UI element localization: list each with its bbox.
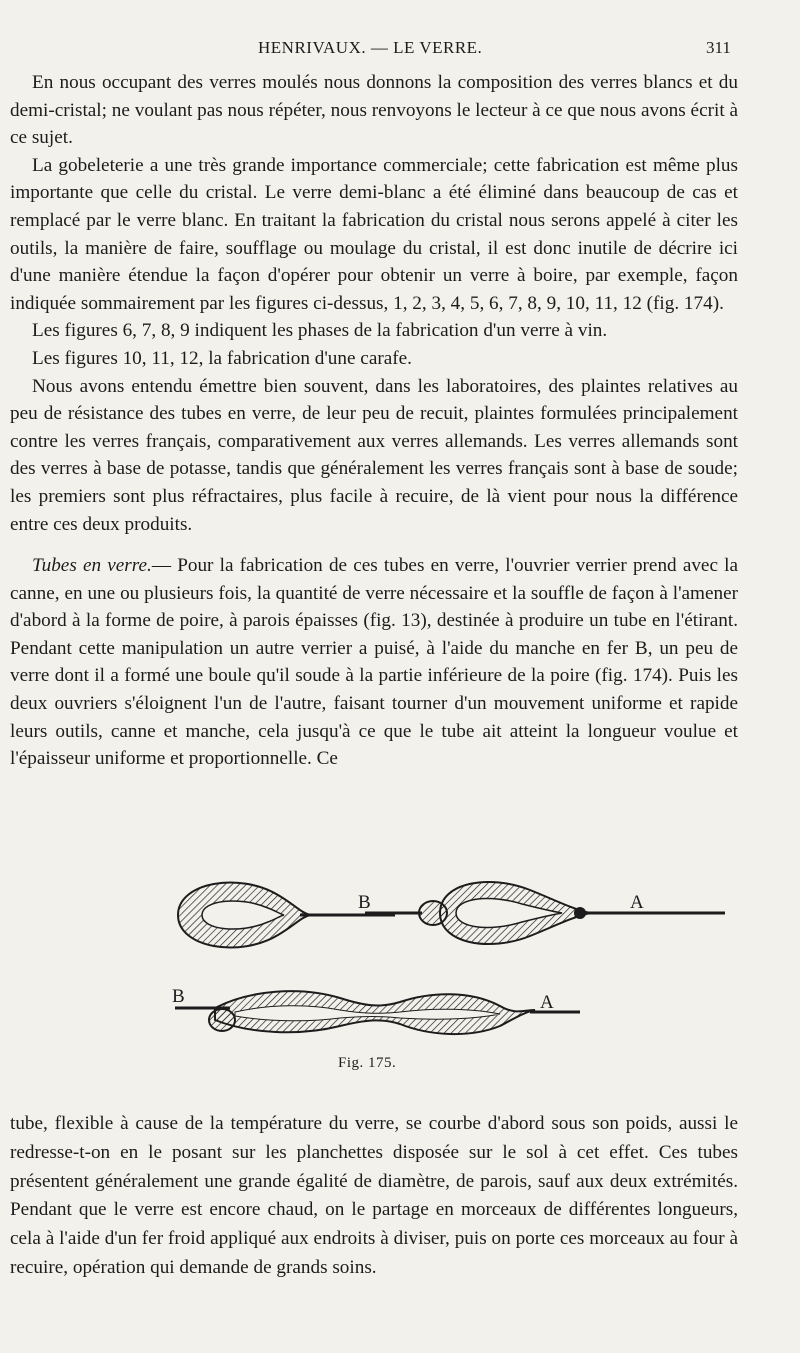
body-text-top: [10, 69, 738, 773]
figure-175: [150, 860, 750, 1085]
running-title: HENRIVAUX. — LE VERRE.: [258, 38, 483, 57]
drawn-tube: [175, 991, 580, 1034]
paragraph-tubes-en-verre: [10, 552, 738, 773]
paragraph-tube-suite: tube, flexible à cause de la température du verre, se courbe d'abord sous son poids, aussi le redresse-t-on en le posant sur les planchettes disposée sur le sol à cet effet. Ces tubes présentent généralement une grande égalité de diamètre, de parois, sauf aux deux extrémités. Pendant que le verre est encore chaud, on le partage en morceaux de différentes longueurs, cela à l'aide d'un fer froid appliqué aux endroits à diviser, puis on porte ces morceaux au four à recuire, opération qui demande de grands soins.: [10, 1113, 738, 1278]
paragraph-gobeleterie: La gobeleterie a une très grande importance commerciale; cette fabrication est même plus importante que celle du cristal. Le verre demi-blanc a été éliminé dans beaucoup de cas et remplacé par le verre blanc. En traitant la fabrication du cristal nous serons appelé à citer les outils, la manière de faire, soufflage ou moulage du cristal, il est donc inutile de décrire ici d'une manière étendue la façon d'opérer pour obtenir un verre à boire, par exemple, façon indiquée sommairement par les figures ci-dessus, 1, 2, 3, 4, 5, 6, 7, 8, 9, 10, 11, 12 (fig. 174).: [10, 154, 738, 314]
paragraph-verres-moules: En nous occupant des verres moulés nous donnons la composition des verres blancs et du demi-cristal; ne voulant pas nous répéter, nous renvoyons le lecteur à ce que nous avons écrit à ce sujet.: [10, 72, 738, 149]
page-number: 311: [706, 38, 731, 57]
body-text-bottom: [10, 1110, 738, 1283]
label-b-top: B: [358, 892, 371, 913]
paragraph-verre-a-vin: Les figures 6, 7, 8, 9 indiquent les phases de la fabrication d'un verre à vin.: [32, 320, 608, 342]
pear-bulb-right: [365, 882, 725, 944]
tubes-text: — Pour la fabrication de ces tubes en verre, l'ouvrier verrier prend avec la canne, en une ou plusieurs fois, la quantité de verre nécessaire et la souffle de façon à l'amener d'abord à la forme de poire, à parois épaisses (fig. 13), destinée à produire un tube en l'étirant. Pendant cette manipulation un autre verrier a puisé, à l'aide du manche en fer B, un peu de verre dont il a formé une boule qu'il soude à la partie inférieure de la poire (fig. 174). Puis les deux ouvriers s'éloignent l'un de l'autre, faisant tourner d'un mouvement uniforme et rapide leurs outils, canne et manche, cela jusqu'à ce que le tube ait atteint la longueur voulue et l'épaisseur uniforme et proportionnelle. Ce: [10, 555, 738, 770]
page-header: [0, 38, 800, 62]
label-a-bottom: A: [540, 992, 554, 1013]
figure-caption: Fig. 175.: [338, 1055, 397, 1071]
section-heading-tubes: Tubes en verre.: [32, 555, 152, 577]
paragraph-plaintes: Nous avons entendu émettre bien souvent, dans les laboratoires, des plaintes relatives au peu de résistance des tubes en verre, de leur peu de recuit, plaintes formulées principalement contre les verres français, comparativement aux verres allemands. Les verres allemands sont des verres à base de potasse, tandis que généralement les verres français sont à base de soude; les premiers sont plus réfractaires, plus facile à recuire, de là vient pour nous la différence entre ces deux produits.: [10, 375, 738, 535]
label-a-top: A: [630, 892, 644, 913]
paragraph-carafe: Les figures 10, 11, 12, la fabrication d'une carafe.: [32, 347, 412, 369]
figure-175-illustration: [150, 860, 750, 1085]
label-b-bottom: B: [172, 986, 185, 1007]
